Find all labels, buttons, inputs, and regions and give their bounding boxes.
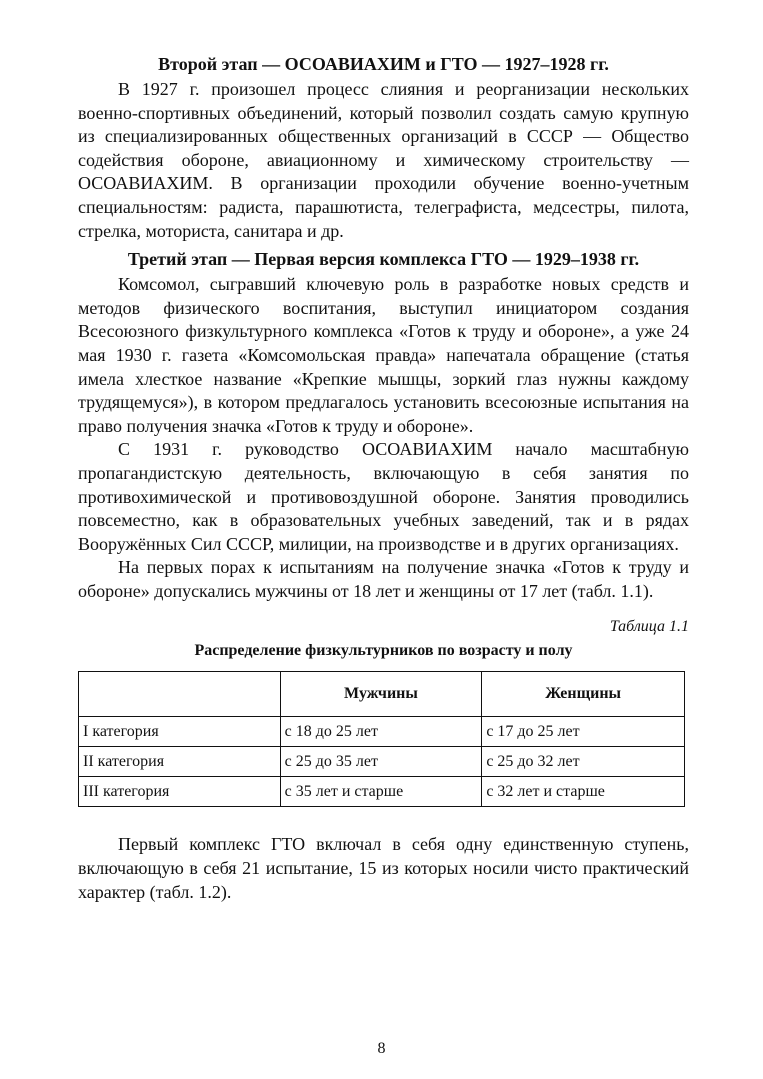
table-cell-category: I категория — [79, 717, 281, 747]
page-number: 8 — [377, 1040, 386, 1057]
table-label: Таблица 1.1 — [609, 618, 689, 636]
table-row — [79, 717, 685, 747]
paragraph-first-complex: Первый комплекс ГТО включал в себя одну единственную ступень, включающую в себя 21 испытание, 15 из которых носили чисто практический характер (табл. 1.2). — [78, 834, 689, 902]
paragraph-osoaviakhim: В 1927 г. произошел процесс слияния и реорганизации нескольких военно-спортивных объединений, который позволил создать самую крупную из специализированных общественных организаций в СССР — Общество содействия обороне, авиационному и химическому строительству — ОСОАВИАХИМ. В организации проходили обучение военно-учетным специальностям: радиста, парашютиста, телеграфиста, медсестры, пилота, стрелка, моториста, санитара и др. — [78, 79, 689, 241]
table-cell-women: с 25 до 32 лет — [482, 747, 685, 777]
section-heading-third-stage: Третий этап — Первая версия комплекса ГТО — 1929–1938 гг. — [127, 249, 640, 270]
section-heading-second-stage: Второй этап — ОСОАВИАХИМ и ГТО — 1927–1928 гг. — [158, 54, 609, 74]
table-cell-category: III категория — [79, 777, 281, 807]
age-gender-table — [78, 671, 685, 807]
table-cell-men: с 18 до 25 лет — [280, 717, 482, 747]
table-cell-men: с 35 лет и старше — [280, 777, 482, 807]
paragraph-admission: На первых порах к испытаниям на получение значка «Готов к труду и обороне» допускались мужчины от 18 лет и женщины от 17 лет (табл. 1.1). — [78, 557, 689, 601]
table-cell-category: II категория — [79, 747, 281, 777]
table-header-women: Женщины — [482, 672, 685, 717]
table-title: Распределение физкультурников по возрасту и полу — [194, 642, 573, 660]
table-cell-women: с 17 до 25 лет — [482, 717, 685, 747]
table-cell-women: с 32 лет и старше — [482, 777, 685, 807]
table-header-men: Мужчины — [280, 672, 482, 717]
paragraph-komsomol: Комсомол, сыгравший ключевую роль в разработке новых средств и методов физического воспитания, выступил инициатором создания Всесоюзного физкультурного комплекса «Готов к труду и обороне», а уже 24 мая 1930 г. газета «Комсомольская правда» напечатала обращение (статья имела хлесткое название «Крепкие мышцы, зоркий глаз нужны каждому трудящемуся»), в котором предлагалось установить всесоюзные испытания на право получения значка «Готов к труду и обороне». — [78, 274, 689, 436]
table-cell-men: с 25 до 35 лет — [280, 747, 482, 777]
table-row — [79, 747, 685, 777]
table-header-row — [79, 672, 685, 717]
paragraph-propaganda: С 1931 г. руководство ОСОАВИАХИМ начало масштабную пропагандистскую деятельность, включающую в себя занятия по противохимической и противовоздушной обороне. Занятия проводились повсеместно, как в образовательных учебных заведений, так и в рядах Вооружённых Сил СССР, милиции, на производстве и в других организациях. — [78, 439, 689, 554]
table-header-cell — [79, 672, 281, 717]
table-row — [79, 777, 685, 807]
